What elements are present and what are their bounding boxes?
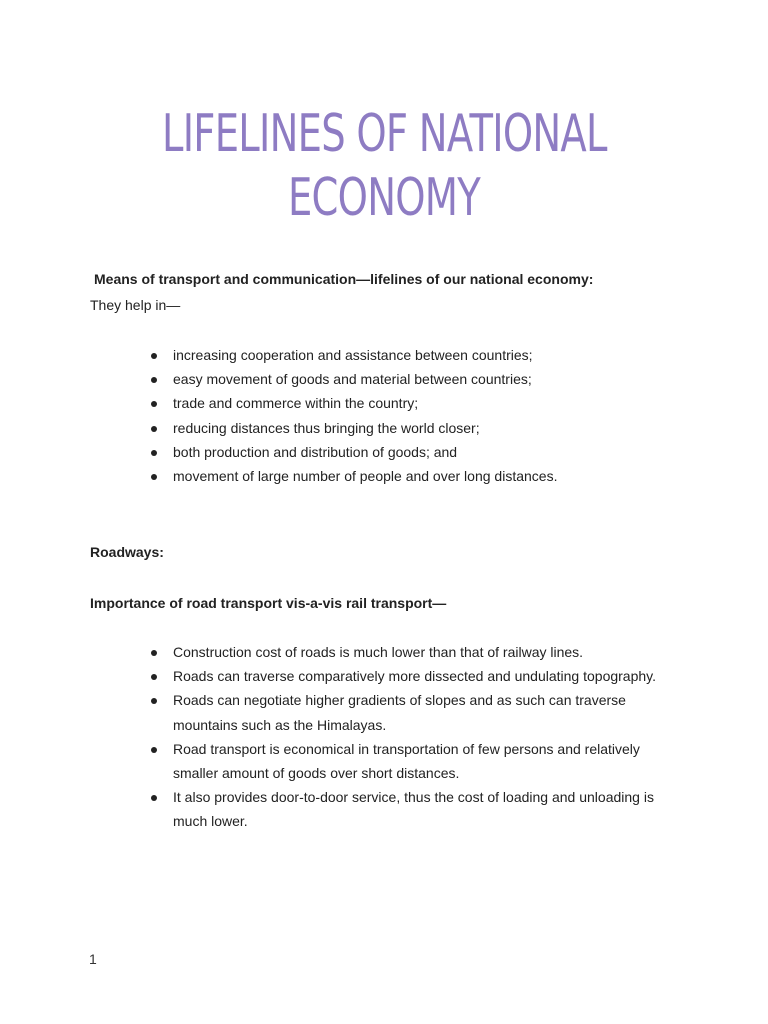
list-item	[149, 664, 663, 688]
list-item-text: Construction cost of roads is much lower than that of railway lines.	[173, 644, 584, 660]
page-title	[162, 102, 606, 230]
list-item-text: increasing cooperation and assistance between countries;	[173, 347, 533, 363]
list-item	[149, 440, 689, 464]
list-item-text: both production and distribution of goods; and	[173, 443, 458, 460]
list-item-text: reducing distances thus bringing the world closer;	[173, 419, 480, 436]
bullet-icon	[151, 747, 157, 753]
page-number: 1	[89, 951, 97, 967]
bullet-icon	[151, 474, 157, 480]
bullet-icon	[151, 377, 157, 383]
list-item	[149, 464, 689, 488]
intro-bullet-list	[149, 343, 689, 488]
intro-heading: Means of transport and communication—lifelines of our national economy:	[94, 271, 594, 287]
list-item	[149, 688, 663, 736]
list-item	[149, 785, 663, 833]
list-item-text: It also provides door-to-door service, thus the cost of loading and unloading is much lower.	[173, 789, 654, 830]
page-title-line-2: ECONOMY	[287, 168, 481, 228]
list-item-text: trade and commerce within the country;	[173, 395, 419, 412]
list-item-text: Road transport is economical in transportation of few persons and relatively smaller amount of goods over short distances.	[173, 740, 640, 782]
bullet-icon	[151, 650, 157, 656]
bullet-icon	[151, 426, 157, 432]
list-item	[149, 343, 689, 367]
list-item	[149, 367, 689, 391]
roadways-subheading: Importance of road transport vis-a-vis rail transport—	[90, 595, 447, 611]
intro-lead: They help in—	[90, 297, 181, 313]
list-item	[149, 640, 663, 664]
list-item-text: Roads can negotiate higher gradients of slopes and as such can traverse mountains such as the Himalayas.	[173, 692, 626, 733]
roadways-bullet-list	[149, 640, 689, 834]
list-item	[149, 416, 689, 440]
list-item	[149, 737, 663, 785]
bullet-icon	[151, 698, 157, 704]
bullet-icon	[151, 450, 157, 456]
list-item-text: Roads can traverse comparatively more dissected and undulating topography.	[173, 668, 657, 685]
list-item-text: easy movement of goods and material between countries;	[173, 371, 532, 388]
bullet-icon	[151, 401, 157, 407]
page-title-line-1: LIFELINES OF NATIONAL	[162, 104, 607, 164]
list-item-text: movement of large number of people and over long distances.	[173, 468, 558, 485]
list-item	[149, 391, 689, 415]
roadways-heading: Roadways:	[90, 544, 164, 560]
bullet-icon	[151, 674, 157, 680]
bullet-icon	[151, 795, 157, 801]
bullet-icon	[151, 353, 157, 359]
